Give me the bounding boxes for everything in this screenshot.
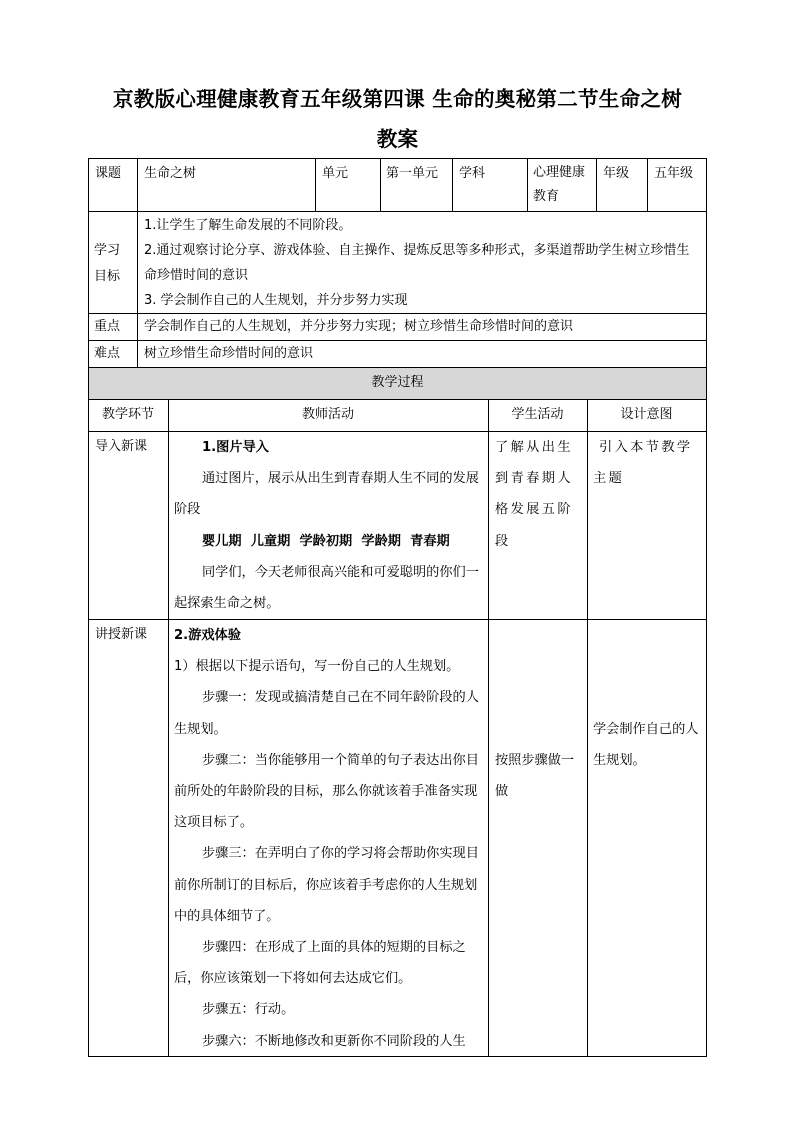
unit-value: 第一单元 bbox=[386, 166, 439, 181]
col-header-student: 学生活动 bbox=[511, 407, 564, 422]
row-1-heading: 1.图片导入 bbox=[202, 440, 269, 455]
row-2-step-4: 步骤四：在形成了上面的具体的短期的目标之后，你应该策划一下将如何去达成它们。 bbox=[174, 940, 466, 987]
row-2-student: 按照步骤做一做 bbox=[495, 753, 575, 800]
subject-value: 心理健康教育 bbox=[533, 165, 586, 204]
row-2-step-2: 步骤二：当你能够用一个简单的句子表达出你目前所处的年龄阶段的目标，那么你就该着手准备实现这项目标了。 bbox=[174, 752, 479, 831]
difficulty-label: 难点 bbox=[94, 346, 121, 361]
row-1-para-2: 同学们，今天老师很高兴能和可爱聪明的你们一起探索生命之树。 bbox=[174, 564, 479, 612]
key-point-value: 学会制作自己的人生规划，并分步努力实现；树立珍惜生命珍惜时间的意识 bbox=[144, 319, 574, 334]
grade-label: 年级 bbox=[603, 166, 630, 181]
row-2-intent: 学会制作自己的人生规划。 bbox=[593, 722, 699, 769]
col-header-intent: 设计意图 bbox=[620, 407, 673, 422]
row-2-step-6: 步骤六：不断地修改和更新你不同阶段的人生 bbox=[202, 1033, 466, 1049]
unit-label: 单元 bbox=[322, 166, 349, 181]
row-1-stages-line: 婴儿期 儿童期 学龄初期 学龄期 青春期 bbox=[202, 533, 450, 549]
row-1-intent: 引入本节教学主题 bbox=[593, 440, 693, 487]
subject-label: 学科 bbox=[459, 166, 486, 181]
row-2-step-1: 步骤一：发现或搞清楚自己在不同年龄阶段的人生规划。 bbox=[174, 690, 479, 737]
row-1-student: 了解从出生到青春期人格发展五阶段 bbox=[495, 440, 573, 549]
document-title bbox=[88, 80, 707, 158]
row-2-step-5: 步骤五：行动。 bbox=[202, 1002, 295, 1018]
goal-item-3: 3. 学会制作自己的人生规划，并分步努力实现 bbox=[144, 293, 408, 308]
goals-label: 学习目标 bbox=[94, 243, 121, 284]
row-1-para-1: 通过图片，展示从出生到青春期人生不同的发展阶段 bbox=[174, 471, 479, 518]
title-line-2: 教案 bbox=[376, 127, 419, 151]
col-header-teacher: 教师活动 bbox=[301, 407, 354, 422]
col-header-stage: 教学环节 bbox=[101, 407, 154, 422]
row-2-step-3: 步骤三：在弄明白了你的学习将会帮助你实现目前你所制订的目标后，你应该着手考虑你的人生规划中的具体细节了。 bbox=[174, 846, 479, 924]
process-header: 教学过程 bbox=[371, 375, 424, 390]
goals-list bbox=[144, 213, 702, 313]
difficulty-value: 树立珍惜生命珍惜时间的意识 bbox=[144, 346, 314, 361]
row-1-teacher bbox=[174, 432, 484, 619]
row-2-heading: 2.游戏体验 bbox=[174, 628, 241, 643]
row-2-teacher bbox=[174, 620, 484, 1057]
grade-value: 五年级 bbox=[654, 166, 694, 181]
key-point-label: 重点 bbox=[94, 319, 121, 334]
goal-item-1: 1.让学生了解生命发展的不同阶段。 bbox=[144, 218, 352, 233]
row-2-stage: 讲授新课 bbox=[95, 627, 148, 642]
row-1-stage: 导入新课 bbox=[95, 439, 148, 454]
title-line-1: 京教版心理健康教育五年级第四课 生命的奥秘第二节生命之树 bbox=[112, 87, 683, 111]
row-2-intro: 1）根据以下提示语句，写一份自己的人生规划。 bbox=[174, 659, 460, 675]
topic-label: 课题 bbox=[95, 166, 122, 181]
goal-item-2: 2.通过观察讨论分享、游戏体验、自主操作、提炼反思等多种形式，多渠道帮助学生树立珍惜生命珍惜时间的意识 bbox=[144, 243, 690, 283]
topic-value: 生命之树 bbox=[144, 166, 197, 181]
